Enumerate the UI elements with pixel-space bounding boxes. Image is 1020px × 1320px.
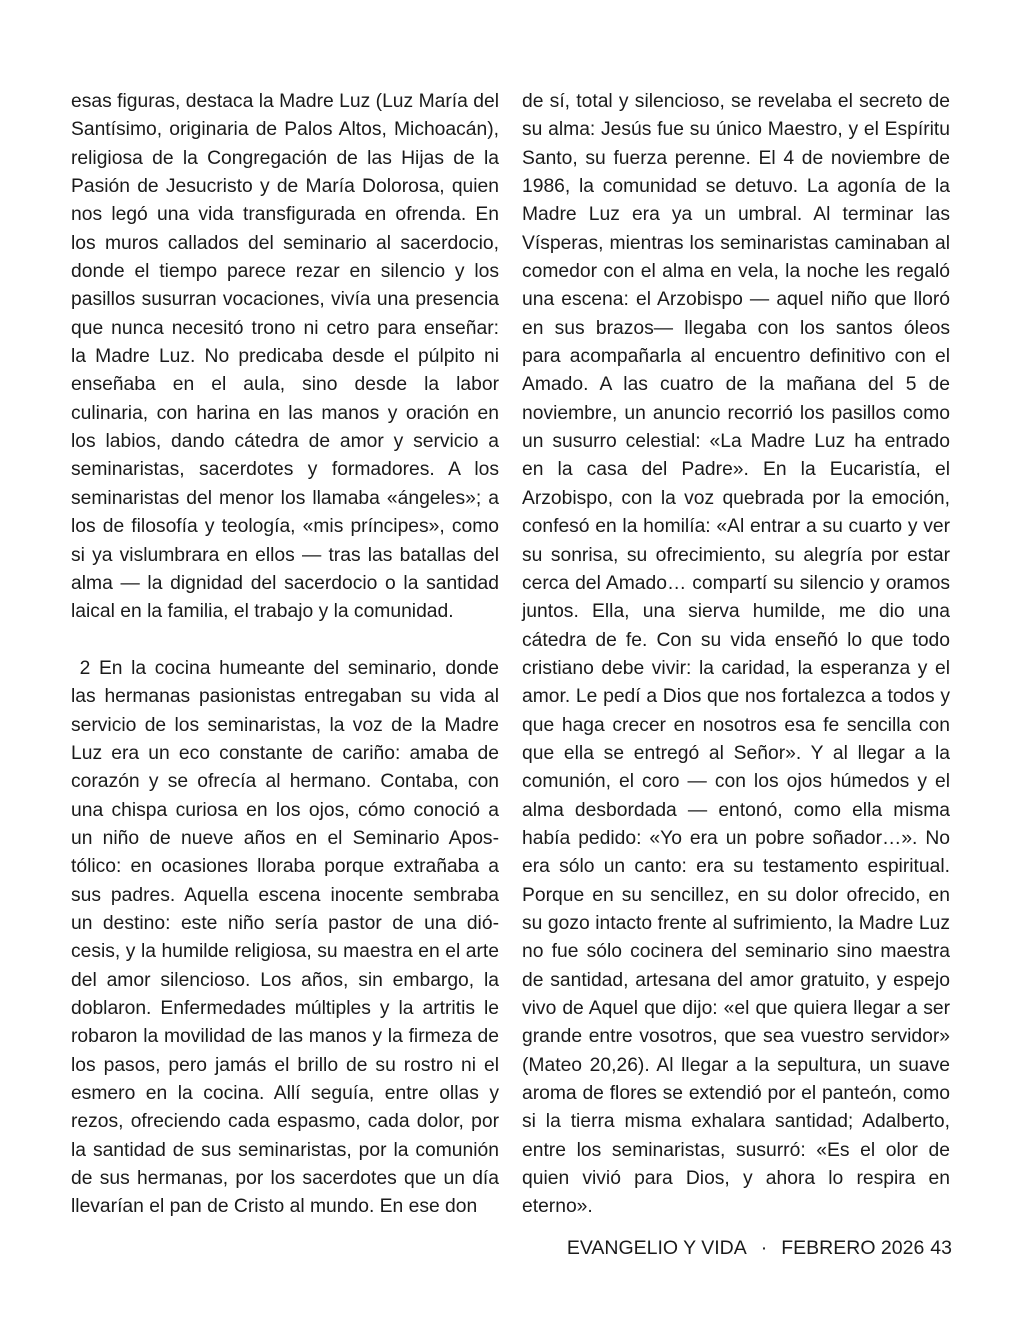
footer-separator: · bbox=[760, 1237, 768, 1259]
issue-date: FEBRERO 2026 bbox=[781, 1237, 925, 1259]
article-column-left bbox=[71, 88, 499, 1222]
article-paragraph: 2 En la cocina humeante del seminario, donde las hermanas pasionistas entregaban su vida al servicio de los seminaristas, la voz de la Madre Luz era un eco constante de cariño: amaba de corazón y se ofrecía al hermano. Contaba, con una chispa curiosa en los ojos, cómo conoció a un niño de nueve años en el Seminario Apostólico: en ocasiones lloraba porque extrañaba a sus padres. Aquella escena inocente sembraba un destino: este niño sería pastor de una diócesis, y la humilde religiosa, su maestra en el arte del amor silencioso. Los años, sin embargo, la doblaron. Enfermedades múltiples y la artritis le robaron la movilidad de las manos y la firmeza de los pasos, pero jamás el brillo de su rostro ni el esmero en la cocina. Allí seguía, entre ollas y rezos, ofreciendo cada espasmo, cada dolor, por la santidad de sus seminaristas, por la comunión de sus hermanas, por los sacerdotes que un día llevarían el pan de Cristo al mundo. En ese don bbox=[71, 657, 499, 1218]
publication-name: EVANGELIO Y VIDA bbox=[566, 1237, 747, 1259]
article-column-right bbox=[522, 88, 950, 1222]
page-number: 43 bbox=[930, 1237, 952, 1259]
article-paragraph: de sí, total y silencioso, se revelaba el secreto de su alma: Jesús fue su único Maestro, y el Espíritu Santo, su fuerza perenne. El 4 de noviembre de 1986, la comunidad se detuvo. La agonía de la Madre Luz era ya un umbral. Al terminar las Vísperas, mientras los seminaristas caminaban al comedor con el alma en vela, la noche les regaló una escena: el Arzobispo — aquel niño que lloró en sus brazos— llegaba con los santos óleos para acompañarla al encuentro definitivo con el Amado. A las cuatro de la mañana del 5 de noviembre, un anuncio recorrió los pasillos como un susurro celestial: «La Madre Luz ha entrado en la casa del Padre». En la Eucaristía, el Arzobispo, con la voz quebrada por la emoción, confesó en la homilía: «Al entrar a su cuarto y ver su sonrisa, su ofrecimiento, su alegría por estar cerca del Amado… compartí su silencio y oramos juntos. Ella, una sierva humilde, me dio una cátedra de fe. Con su vida enseñó lo que todo cristiano debe vivir: la caridad, la esperanza y el amor. Le pedí a Dios que nos fortalezca a todos y que haga crecer en nosotros esa fe sencilla con que ella se entregó al Señor». Y al llegar a la comunión, el coro — con los ojos húmedos y el alma desbordada — entonó, como ella misma había pedido: «Yo era un pobre soñador…». No era sólo un canto: era su testamento espiritual. Porque en su sencillez, en su dolor ofrecido, en su gozo intacto frente al sufrimiento, la Madre Luz no fue sólo cocinera del seminario sino maestra de santidad, artesana del amor gratuito, y espejo vivo de Aquel que dijo: «el que quiera llegar a ser grande entre vosotros, que sea vuestro servidor» (Mateo 20,26). Al llegar a la sepultura, un suave aroma de flores se extendió por el panteón, como si la tierra misma exhalara santidad; Adalberto, entre los seminaristas, susurró: «Es el olor de quien vivió para Dios, y ahora lo respira en eterno». bbox=[522, 91, 950, 1218]
article-paragraph: esas figuras, destaca la Madre Luz (Luz María del Santísimo, originaria de Palos Altos, Michoacán), religiosa de la Congregación de las Hijas de la Pasión de Jesucristo y de María Dolorosa, quien nos legó una vida transfigurada en ofrenda. En los muros callados del seminario al sacerdocio, donde el tiempo parece rezar en silencio y los pasillos susurran vocaciones, vivía una presencia que nunca necesitó trono ni cetro para enseñar: la Madre Luz. No predicaba desde el púlpito ni enseñaba en el aula, sino desde la labor culinaria, con harina en las manos y oración en los labios, dando cátedra de amor y servicio a seminaristas, sacerdotes y formadores. A los seminaristas del menor los llamaba «ángeles»; a los de filosofía y teología, «mis príncipes», como si ya vislumbrara en ellos — tras las batallas del alma — la dignidad del sacerdocio o la santidad laical en la familia, el trabajo y la comunidad. bbox=[71, 91, 499, 623]
page-footer bbox=[540, 1237, 952, 1260]
